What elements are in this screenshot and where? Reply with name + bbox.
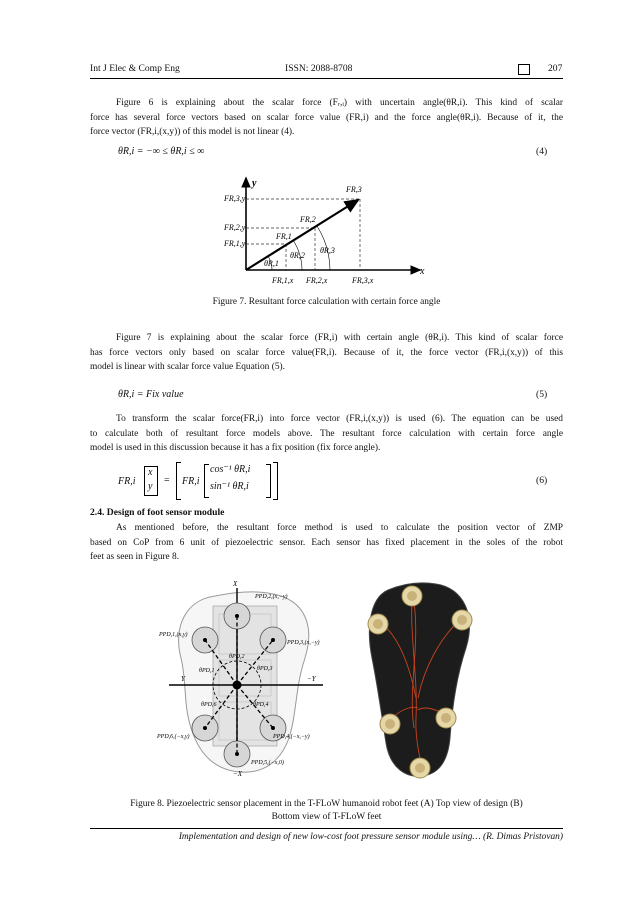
eq6-outer-bracket-right — [273, 462, 278, 500]
figure-8b-photo — [360, 578, 480, 783]
label-fr1x: FR,1,x — [272, 276, 294, 285]
text-line: force vector (FR,i,(x,y)) of this model is not linear (4). — [90, 127, 295, 138]
label-p5: PPD,5,(−x,0) — [251, 760, 284, 766]
issn: ISSN: 2088-8708 — [285, 63, 353, 74]
eq6-sin: sin⁻¹ θR,i — [210, 481, 249, 492]
label-X: X — [233, 580, 238, 588]
text-line: force has several force vectors based on scalar force value (FR,i) and the force angle(θR,i). Because of it, the — [90, 112, 563, 123]
label-fr2: FR,2 — [300, 215, 316, 224]
running-footer: Implementation and design of new low-cost foot pressure sensor module using… (R. Dimas Pristovan) — [178, 832, 563, 842]
equation-4-number: (4) — [536, 146, 548, 157]
eq6-inner-bracket-left — [204, 464, 209, 498]
label-theta2: θR,2 — [290, 251, 305, 260]
label-t6: θPD,6 — [201, 702, 217, 708]
label-p6: PPD,6,(−x,y) — [157, 734, 190, 740]
label-p2: PPD,2,(x,−y) — [255, 594, 288, 600]
paragraph-2 — [90, 331, 563, 375]
figure-8a-design — [155, 578, 345, 778]
label-t1: θPD,1 — [199, 668, 215, 674]
eq6-scalar: FR,i — [182, 476, 200, 487]
label-Y: Y — [181, 675, 185, 683]
text-line: has force vectors only based on scalar force value(FR,i). Because of it, the force vector (FR,i,(x,y)) of this — [90, 347, 563, 358]
eq6-cos: cos⁻¹ θR,i — [210, 464, 251, 475]
equation-5: θR,i = Fix value — [118, 389, 184, 400]
label-negY: −Y — [307, 675, 316, 683]
eq6-equals: = — [164, 475, 170, 486]
label-y-axis: y — [252, 178, 257, 189]
figure-7-caption: Figure 7. Resultant force calculation with certain force angle — [212, 297, 441, 307]
label-fr1: FR,1 — [276, 232, 292, 241]
label-t3: θPD,3 — [257, 666, 273, 672]
label-p4: PPD,4,(−x,−y) — [273, 734, 310, 740]
label-fr3: FR,3 — [346, 185, 362, 194]
label-fr1y: FR,1,y — [224, 239, 246, 248]
eq6-lhs: FR,i — [118, 476, 136, 487]
label-p3: PPD,3,(x,−y) — [287, 640, 320, 646]
figure-8-caption — [90, 798, 563, 824]
journal-name: Int J Elec & Comp Eng — [90, 63, 180, 74]
figure-8-caption-line-2: Bottom view of T-FLoW feet — [271, 812, 382, 822]
eq6-outer-bracket-left — [176, 462, 181, 500]
equation-4: θR,i = −∞ ≤ θR,i ≤ ∞ — [118, 146, 205, 157]
label-t2: θPD,2 — [229, 654, 245, 660]
text-line: feet as seen in Figure 8. — [90, 552, 180, 563]
eq6-vx: x — [148, 467, 153, 478]
paragraph-4 — [90, 521, 563, 565]
label-fr2x: FR,2,x — [306, 276, 328, 285]
label-theta3: θR,3 — [320, 246, 335, 255]
text-line: As mentioned before, the resultant force method is used to calculate the position vector of ZMP — [116, 523, 563, 533]
text-line: to calculate both of resultant force models above. The resultant force calculation with certain force angle — [90, 428, 563, 439]
label-t4: θPD,4 — [253, 702, 269, 708]
page-number: 207 — [548, 63, 563, 74]
text-line: Figure 7 is explaining about the scalar force (FR,i) with certain angle (θR,i). This kind of scalar force — [116, 333, 563, 343]
footer-rule — [90, 828, 563, 829]
paragraph-3 — [90, 412, 563, 456]
equation-6-number: (6) — [536, 475, 548, 486]
figure-8-caption-line-1: Figure 8. Piezoelectric sensor placement in the T-FLoW humanoid robot feet (A) Top view of design (B) — [130, 799, 523, 809]
label-fr2y: FR,2,y — [224, 223, 246, 232]
label-x-axis: x — [420, 266, 425, 277]
label-theta1: θR,1 — [264, 259, 279, 268]
text-line: model is used in this discussion because it has a fix position (fix force angle). — [90, 443, 381, 454]
section-heading: 2.4. Design of foot sensor module — [90, 507, 225, 518]
equation-6 — [118, 462, 278, 500]
paragraph-1 — [90, 96, 563, 140]
equation-5-number: (5) — [536, 389, 548, 400]
text-line: To transform the scalar force(FR,i) into force vector (FR,i,(x,y)) is used (6). The equation can be used — [116, 414, 563, 424]
checkbox-icon — [518, 64, 530, 75]
label-p1: PPD,1,(x,y) — [159, 632, 188, 638]
eq6-inner-bracket-right — [266, 464, 271, 498]
eq6-vy: y — [148, 481, 153, 492]
label-negX: −X — [233, 770, 242, 778]
text-line: model is linear with scalar force value Equation (5). — [90, 362, 285, 373]
label-fr3y: FR,3,y — [224, 194, 246, 203]
figure-7-diagram — [220, 172, 435, 290]
text-line: based on CoP from 6 unit of piezoelectric sensor. Each sensor has fixed placement in the soles of the robot — [90, 537, 563, 548]
label-fr3x: FR,3,x — [352, 276, 374, 285]
header-rule — [90, 78, 563, 79]
text-line: Figure 6 is explaining about the scalar force (Fᵣ,ᵢ) with uncertain angle(θR,i). This kind of scalar — [116, 98, 563, 108]
